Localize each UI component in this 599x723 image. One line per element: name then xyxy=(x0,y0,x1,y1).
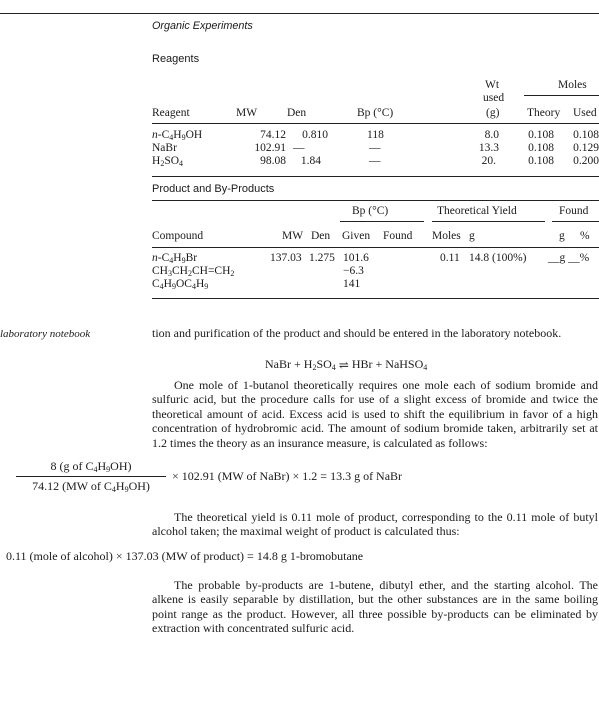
col-wt-3: (g) xyxy=(486,107,500,119)
cell-theory: 0.108 xyxy=(528,129,554,141)
col-compound: Compound xyxy=(152,230,204,242)
margin-note: laboratory notebook xyxy=(0,328,91,340)
reagents-section-title: Reagents xyxy=(152,53,200,65)
products-bottom-rule xyxy=(152,298,599,299)
fraction-denominator: 74.12 (MW of $C_4H_9OH$) xyxy=(32,479,150,494)
col-g: g xyxy=(469,230,475,242)
cell-den: 0.810 xyxy=(302,129,328,141)
reagent-name-nabr: NaBr xyxy=(152,142,177,154)
cell-mw: 137.03 xyxy=(270,252,302,264)
paragraph-theoretical-yield: The theoretical yield is 0.11 mole of product, corresponding to the 0.11 mole of butyl alcohol taken; the maximal weight of product is calculated thus: xyxy=(152,510,598,539)
cell-yield: 14.8 (100%) xyxy=(469,252,527,264)
paragraph-excess: One mole of 1-butanol theoretically requires one mole each of sodium bromide and sulfuric acid, but the procedure calls for use of a slight excess of bromide and twice the theoretical amount of acid. Excess acid is used to shift the equilibrium in favor of a high concentration of hydrobromic acid. The amount of sodium bromide taken, arbitrarily set at 1.2 times the theory as an insurance measure, is calculated as follows: xyxy=(152,378,598,450)
reagent-name-butanol: $n-C_4H_9OH$ xyxy=(152,129,203,142)
col-found-pct: % xyxy=(580,230,590,242)
cell-bp: 118 xyxy=(367,129,384,141)
yield-subrule xyxy=(432,221,545,222)
cell-used: 0.129 xyxy=(573,142,599,154)
cell-mw: 98.08 xyxy=(260,155,286,167)
col-bp: Bp (°C) xyxy=(357,107,394,119)
cell-found: __g __% xyxy=(548,252,590,264)
cell-bp-given: 141 xyxy=(343,278,361,290)
found-subrule xyxy=(552,221,599,222)
cell-den: 1.275 xyxy=(309,252,335,264)
cell-used: 0.200 xyxy=(573,155,599,167)
products-section-title: Product and By-Products xyxy=(152,183,275,195)
reagent-name-h2so4: $H_2SO_4$ xyxy=(152,155,184,168)
cell-moles: 0.11 xyxy=(440,252,460,264)
col-wt-2: used xyxy=(483,92,505,104)
compound-bromobutane: $n-C_4H_9Br$ xyxy=(152,252,198,265)
col-found-top: Found xyxy=(559,205,589,217)
cell-wt: 8.0 xyxy=(484,129,499,141)
col-mw: MW xyxy=(236,107,258,119)
col-den: Den xyxy=(287,107,307,119)
products-table xyxy=(152,0,599,330)
col-theo-yield: Theoretical Yield xyxy=(437,205,517,217)
reaction-equation: NaBr + $H_2SO_4$ ⇌ HBr + NaHSO$_4$ xyxy=(265,357,428,372)
fraction-numerator: 8 (g of $C_4H_9OH$) xyxy=(50,459,132,474)
bp-subrule xyxy=(340,221,424,222)
cell-bp: — xyxy=(369,142,381,154)
paragraph-continued: tion and purification of the product and should be entered in the laboratory notebook. xyxy=(152,326,562,340)
running-title: Organic Experiments xyxy=(152,20,253,32)
products-header-rule xyxy=(152,247,599,248)
compound-dibutyl-ether: $C_4H_9OC_4H_9$ xyxy=(152,278,209,291)
cell-theory: 0.108 xyxy=(528,155,554,167)
cell-bp-given: −6.3 xyxy=(343,265,364,277)
calculation-max-weight: 0.11 (mole of alcohol) × 137.03 (MW of product) = 14.8 g 1-bromobutane xyxy=(6,549,364,563)
compound-butene: $CH_3CH_2CH=CH_2$ xyxy=(152,265,235,278)
col-used: Used xyxy=(573,107,597,119)
cell-bp: — xyxy=(369,155,381,167)
cell-wt: 13.3 xyxy=(478,142,499,154)
col-mw: MW xyxy=(282,230,304,242)
cell-theory: 0.108 xyxy=(528,142,554,154)
fraction-bar xyxy=(16,476,166,477)
col-given: Given xyxy=(342,230,371,242)
paragraph-byproducts: The probable by-products are 1-butene, dibutyl ether, and the starting alcohol. The alkene is easily separable by distillation, but the other substances are in the same boiling point range as the product. However, all three possible by-products can be eliminated by extraction with concentrated sulfuric acid. xyxy=(152,578,598,636)
cell-den: — xyxy=(293,142,305,154)
cell-mw: 74.12 xyxy=(260,129,286,141)
cell-mw: 102.91 xyxy=(254,142,286,154)
cell-bp-given: 101.6 xyxy=(343,252,369,264)
col-theory: Theory xyxy=(527,107,561,119)
cell-den: 1.84 xyxy=(300,155,321,167)
col-moles: Moles xyxy=(558,79,587,91)
col-moles: Moles xyxy=(432,230,461,242)
col-reagent: Reagent xyxy=(152,107,190,119)
cell-wt: 20. xyxy=(481,155,496,167)
col-wt-1: Wt xyxy=(485,79,500,91)
calculation-sodium-bromide: × 102.91 (MW of NaBr) × 1.2 = 13.3 g of NaBr xyxy=(172,469,403,483)
col-bp: Bp (°C) xyxy=(352,205,389,217)
col-found-g: g xyxy=(559,230,565,242)
col-found: Found xyxy=(383,230,413,242)
cell-used: 0.108 xyxy=(573,129,599,141)
col-den: Den xyxy=(311,230,331,242)
